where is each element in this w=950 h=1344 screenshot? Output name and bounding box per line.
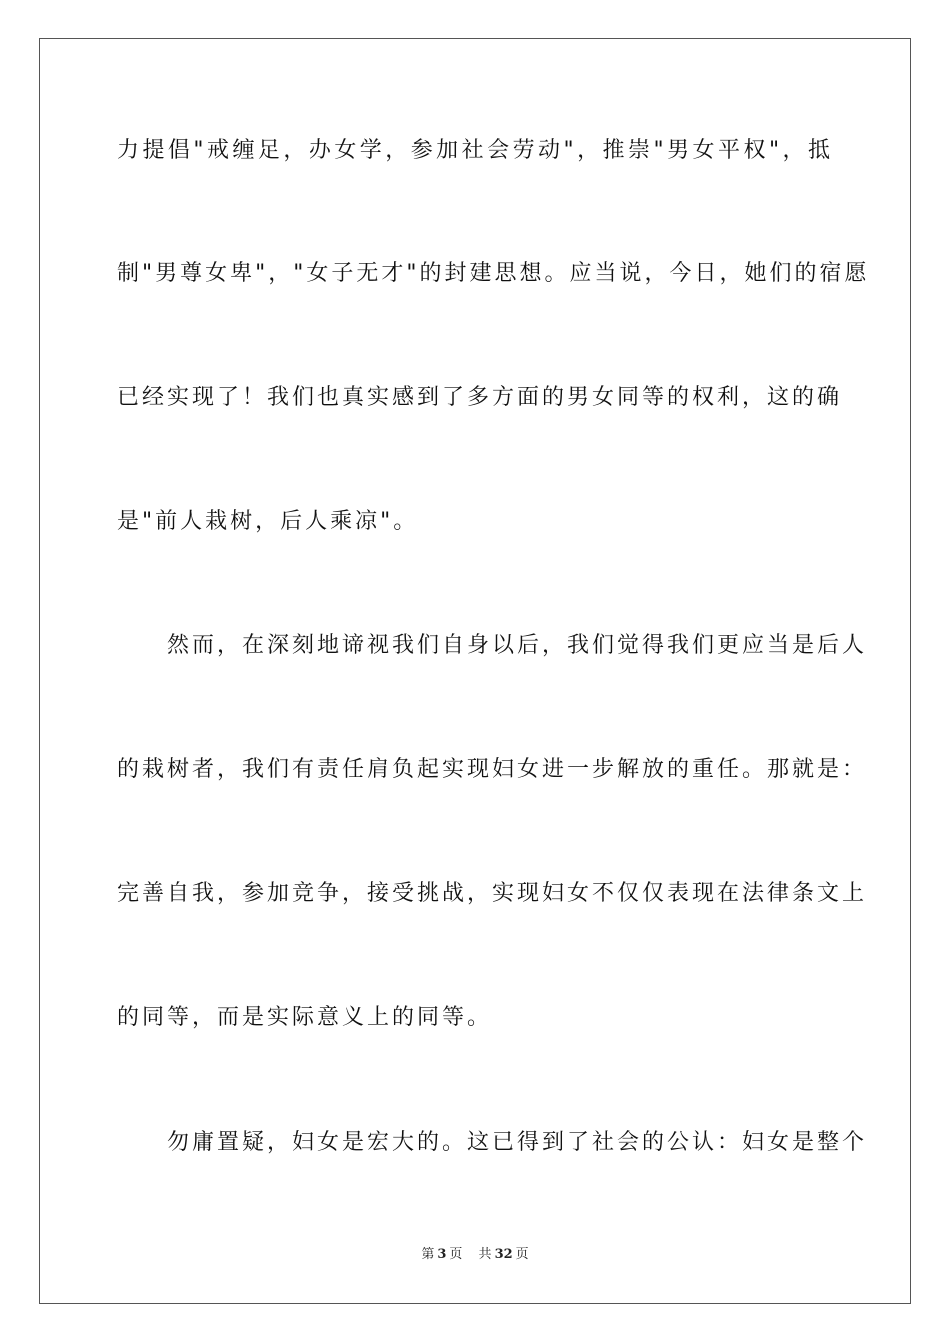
text-line-2: 制"男尊女卑"，"女子无才"的封建思想。应当说，今日，她们的宿愿 bbox=[117, 261, 870, 286]
text-line-4: 是"前人栽树，后人乘凉"。 bbox=[117, 509, 419, 534]
total-pages-indicator: 共 32 页 bbox=[478, 1247, 529, 1262]
text-line-7: 完善自我，参加竞争，接受挑战，实现妇女不仅仅表现在法律条文上 bbox=[117, 881, 868, 906]
text-line-8: 的同等，而是实际意义上的同等。 bbox=[117, 1005, 493, 1030]
text-line-1: 力提倡"戒缠足，办女学，参加社会劳动"，推崇"男女平权"，抵 bbox=[117, 138, 833, 163]
page-footer bbox=[0, 1246, 950, 1264]
text-line-3: 已经实现了！我们也真实感到了多方面的男女同等的权利，这的确 bbox=[117, 385, 843, 410]
text-line-6: 的栽树者，我们有责任肩负起实现妇女进一步解放的重任。那就是： bbox=[117, 757, 868, 782]
page-indicator: 第 3 页 bbox=[421, 1247, 463, 1262]
text-line-5: 然而，在深刻地谛视我们自身以后，我们觉得我们更应当是后人 bbox=[117, 633, 868, 658]
text-line-9: 勿庸置疑，妇女是宏大的。这已得到了社会的公认：妇女是整个 bbox=[117, 1130, 868, 1155]
page-border bbox=[39, 38, 911, 1304]
